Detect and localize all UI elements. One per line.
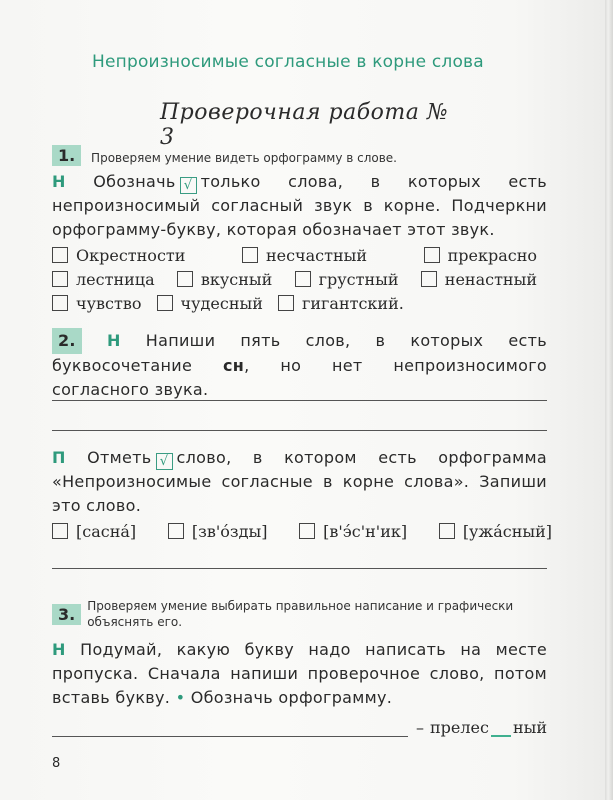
task1-header (52, 145, 397, 166)
dash: – (415, 718, 424, 737)
checkmark-icon: √ (180, 177, 197, 194)
task2-number-badge: 2. (52, 328, 82, 354)
level-marker: Н (106, 331, 121, 350)
answer-line[interactable] (52, 722, 408, 737)
instruction-text: слово, в котором есть орфограмма «Непроизносимые согласные в корне слова». Запиши это слово. (52, 448, 547, 515)
level-marker: Н (52, 172, 66, 191)
checkbox[interactable] (52, 271, 68, 287)
checkbox[interactable] (439, 523, 455, 539)
checkbox[interactable] (295, 271, 311, 287)
checkbox[interactable] (424, 247, 440, 263)
level-marker: П (52, 448, 66, 467)
transcription-options (52, 522, 552, 541)
checkbox[interactable] (168, 523, 184, 539)
instruction-text: Обозначь (93, 172, 176, 191)
task2p-instruction (52, 446, 547, 518)
task1-number-badge: 1. (52, 145, 81, 166)
word-option: чудесный (157, 294, 263, 313)
checkbox[interactable] (242, 247, 258, 263)
checkmark-icon: √ (156, 453, 173, 470)
word-option: прекрасно (424, 246, 537, 265)
task2-instruction (52, 328, 547, 402)
instruction-text: только слова, в которых есть непроизносимый согласный звук в корне. Подчеркни орфограмму-букву, которая обозначает этот звук. (52, 172, 547, 239)
instruction-text: Подумай, какую букву надо написать на месте пропуска. Сначала напиши проверочное слово, потом вставь букву. (52, 640, 547, 707)
page-edge (605, 0, 613, 800)
word-option: Окрестности (52, 246, 185, 265)
word-option: вкусный (177, 270, 272, 289)
letter-combo: сн (222, 356, 245, 375)
answer-line[interactable] (52, 430, 547, 431)
task1-word-list (52, 244, 547, 316)
word-option: чувство (52, 294, 141, 313)
level-marker: Н (52, 640, 66, 659)
task3-instruction (52, 638, 547, 710)
word-start: прелес (429, 718, 489, 737)
instruction-text: , но нет непроизносимого согласного звука. (52, 356, 547, 399)
checkbox[interactable] (52, 247, 68, 263)
task3-header (52, 598, 547, 630)
instruction-text: Напиши пять слов, в которых есть буквосочетание (52, 331, 547, 375)
transcription-option: [зв'о́зды] (168, 522, 268, 541)
page-number: 8 (52, 756, 61, 771)
answer-line[interactable] (52, 400, 547, 401)
checkbox[interactable] (52, 295, 68, 311)
word-option: ненастный (421, 270, 537, 289)
task1-instruction (52, 170, 547, 242)
answer-line[interactable] (52, 568, 547, 569)
transcription-option: [сасна́] (52, 522, 136, 541)
checkbox[interactable] (299, 523, 315, 539)
word-option: несчастный (242, 246, 367, 265)
task1-caption: Проверяем умение видеть орфограмму в слове. (91, 150, 397, 165)
checkbox[interactable] (177, 271, 193, 287)
instruction-text: Обозначь орфограмму. (190, 688, 393, 707)
checkbox[interactable] (278, 295, 294, 311)
checkbox[interactable] (157, 295, 173, 311)
word-end: ный (512, 718, 547, 737)
checkbox[interactable] (421, 271, 437, 287)
task3-answer-row (52, 718, 547, 737)
work-title: Проверочная работа № 3 (160, 100, 449, 150)
task3-caption: Проверяем умение выбирать правильное написание и графически объяснять его. (87, 599, 514, 629)
bullet-icon: • (175, 688, 186, 707)
word-option: лестница (52, 270, 155, 289)
checkbox[interactable] (52, 523, 68, 539)
transcription-option: [ужа́сный] (439, 522, 552, 541)
instruction-text: Отметь (87, 448, 152, 467)
word-option: гигантский. (278, 294, 404, 313)
transcription-option: [в'э́с'н'ик] (299, 522, 407, 541)
section-title: Непроизносимые согласные в корне слова (92, 52, 484, 72)
task3-number-badge: 3. (52, 604, 81, 625)
word-option: грустный (295, 270, 399, 289)
letter-gap[interactable] (491, 725, 511, 737)
